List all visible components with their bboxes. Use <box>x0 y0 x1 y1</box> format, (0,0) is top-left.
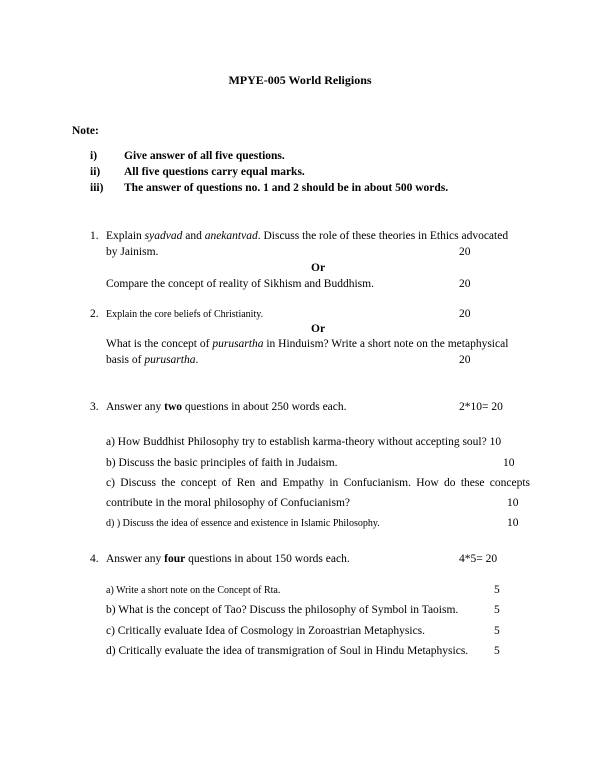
question-3-intro: Answer any two questions in about 250 words each. <box>106 401 347 413</box>
question-1-alternative: Compare the concept of reality of Sikhism and Buddhism. <box>106 278 374 290</box>
question-number: 2. <box>90 308 99 320</box>
question-4-intro: Answer any four questions in about 150 words each. <box>106 553 350 565</box>
note-item-text: All five questions carry equal marks. <box>124 166 305 178</box>
sub-question-marks: 5 <box>494 625 500 637</box>
question-marks: 20 <box>459 354 471 366</box>
question-number: 4. <box>90 553 99 565</box>
sub-question-marks: 5 <box>494 604 500 616</box>
sub-question-a: a) Write a short note on the Concept of Rta. <box>106 585 281 596</box>
note-item-text: The answer of questions no. 1 and 2 should be in about 500 words. <box>124 182 449 194</box>
sub-question-c: c) Critically evaluate Idea of Cosmology in Zoroastrian Metaphysics. <box>106 625 426 637</box>
note-item-number: iii) <box>90 182 104 194</box>
sub-question-b: b) Discuss the basic principles of faith in Judaism. <box>106 457 338 469</box>
question-marks: 4*5= 20 <box>459 553 498 565</box>
question-number: 1. <box>90 230 99 242</box>
sub-question-marks: 5 <box>494 584 500 596</box>
sub-question-c-line-1: c) Discuss the concept of Ren and Empathy in Confucianism. How do these concepts <box>106 477 530 489</box>
note-item-text: Give answer of all five questions. <box>124 150 285 162</box>
sub-question-d: d) Critically evaluate the idea of transmigration of Soul in Hindu Metaphysics. <box>106 645 469 657</box>
question-marks: 20 <box>459 308 471 320</box>
or-separator: Or <box>311 262 326 274</box>
sub-question-marks: 5 <box>494 645 500 657</box>
sub-question-a: a) How Buddhist Philosophy try to establish karma-theory without accepting soul? 10 <box>106 436 502 448</box>
question-marks: 20 <box>459 246 471 258</box>
question-2-text: Explain the core beliefs of Christianity. <box>106 309 264 320</box>
question-marks: 20 <box>459 278 471 290</box>
question-1-line-2: by Jainism. <box>106 246 159 258</box>
note-item-number: ii) <box>90 166 101 178</box>
note-item-number: i) <box>90 150 98 162</box>
question-2-alternative-line-2: basis of purusartha. <box>106 354 199 366</box>
sub-question-marks: 10 <box>507 497 519 509</box>
question-marks: 2*10= 20 <box>459 401 503 413</box>
sub-question-marks: 10 <box>503 457 515 469</box>
sub-question-marks: 10 <box>507 517 519 529</box>
question-number: 3. <box>90 401 99 413</box>
question-2-alternative-line-1: What is the concept of purusartha in Hinduism? Write a short note on the metaphysical <box>106 338 509 350</box>
sub-question-d: d) ) Discuss the idea of essence and existence in Islamic Philosophy. <box>106 518 380 529</box>
or-separator: Or <box>311 323 326 335</box>
question-1-line-1: Explain syadvad and anekantvad. Discuss the role of these theories in Ethics advocated <box>106 230 509 242</box>
sub-question-b: b) What is the concept of Tao? Discuss the philosophy of Symbol in Taoism. <box>106 604 459 616</box>
note-label: Note: <box>72 125 99 137</box>
sub-question-c-line-2: contribute in the moral philosophy of Confucianism? <box>106 497 351 509</box>
page-title: MPYE-005 World Religions <box>228 73 372 87</box>
